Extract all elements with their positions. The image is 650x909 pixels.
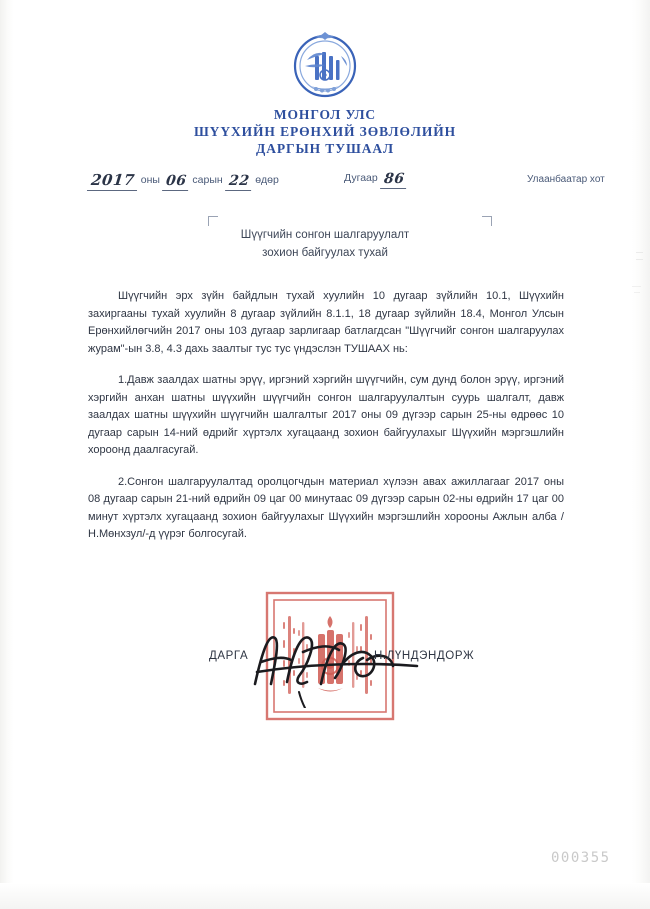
city-label: Улаанбаатар хот	[527, 174, 605, 185]
scan-speck	[632, 286, 641, 287]
body-paragraph-preamble: Шүүгчийн эрх зүйн байдлын тухай хуулийн 10 дугаар зүйлийн 10.1, Шүүхийн захиргааны тухай хуулийн 8 дугаар зүйлийн 8.1.1, 18 дугаар зүйлийн 18.4, Монгол Улсын Ерөнхийлөгчийн 2017 оны 103 дугаар зарлигаар батлагдсан "Шүүгчийг сонгон шалгаруулах журам"-ын 3.8, 4.3 дахь заалтыг тус тус үндэслэн ТУШААХ нь:	[88, 290, 564, 355]
document-meta-row	[0, 171, 650, 197]
date-year-label: оны	[140, 174, 160, 186]
emblem-container	[0, 26, 650, 110]
document-body	[88, 288, 564, 544]
signature-name: Н.ЛҮНДЭНДОРЖ	[374, 650, 475, 662]
date-day-label: өдөр	[255, 174, 279, 186]
document-serial-number: 000355	[551, 850, 611, 866]
header-line-order: ДАРГЫН ТУШААЛ	[256, 141, 394, 156]
body-paragraph-item-2: 2.Сонгон шалгаруулалтад оролцогчдын материал хүлээн авах ажиллагааг 2017 оны 08 дугаар сарын 21-ний өдрийн 09 цаг 00 минутаас 09 дүгээр сарын 02-ны өдрийн 17 цаг 00 минут хүртэлх хугацаанд зохион байгуулахыг Шүүхийн мэргэшлийн хорооны Ажлын алба /Н.Мөнхзул/-д үүрэг болгосугай.	[88, 475, 564, 540]
header-line-council: ШҮҮХИЙН ЕРӨНХИЙ ЗӨВЛӨЛИЙН	[193, 124, 457, 139]
document-header	[0, 106, 650, 157]
document-subject	[0, 226, 650, 262]
order-number-group	[341, 171, 407, 189]
date-month-value: 06	[162, 173, 190, 191]
date-group	[88, 171, 282, 191]
order-number-label: Дугаар	[344, 172, 378, 184]
signature-row	[0, 650, 650, 674]
date-year-value: 2017	[87, 171, 139, 191]
body-paragraph-item-1: 1.Давж заалдах шатны эрүү, иргэний хэргийн шүүгчийн, сум дунд болон эрүү, иргэний хэргийн анхан шатны шүүхийн шүүгчийн сонгон шалгаруулалтын суурь шалгалт, давж заалдах шатны шүүхийн шүүгчийн шалгалтыг 2017 оны 09 дүгээр сарын 25-ны өдрөөс 10 дугаар сарын 14-ний өдрийг хүртэлх хугацаанд зохион байгуулахыг Шүүхийн мэргэшлийн хороонд даалгасугай.	[88, 374, 564, 456]
date-month-label: сарын	[192, 174, 223, 186]
state-emblem-icon	[289, 26, 361, 106]
subject-bracket-top-right	[482, 216, 492, 226]
header-line-country: МОНГОЛ УЛС	[273, 107, 377, 122]
date-day-value: 22	[225, 173, 253, 191]
order-number-value: 86	[380, 171, 408, 189]
scan-edge-bottom	[0, 883, 650, 909]
subject-line-1: Шүүгчийн сонгон шалгаруулалт	[240, 229, 410, 241]
subject-line-2: зохион байгуулах тухай	[262, 247, 388, 259]
subject-bracket-top-left	[208, 216, 218, 226]
signature-title: ДАРГА	[209, 650, 249, 662]
scan-speck	[634, 292, 640, 293]
